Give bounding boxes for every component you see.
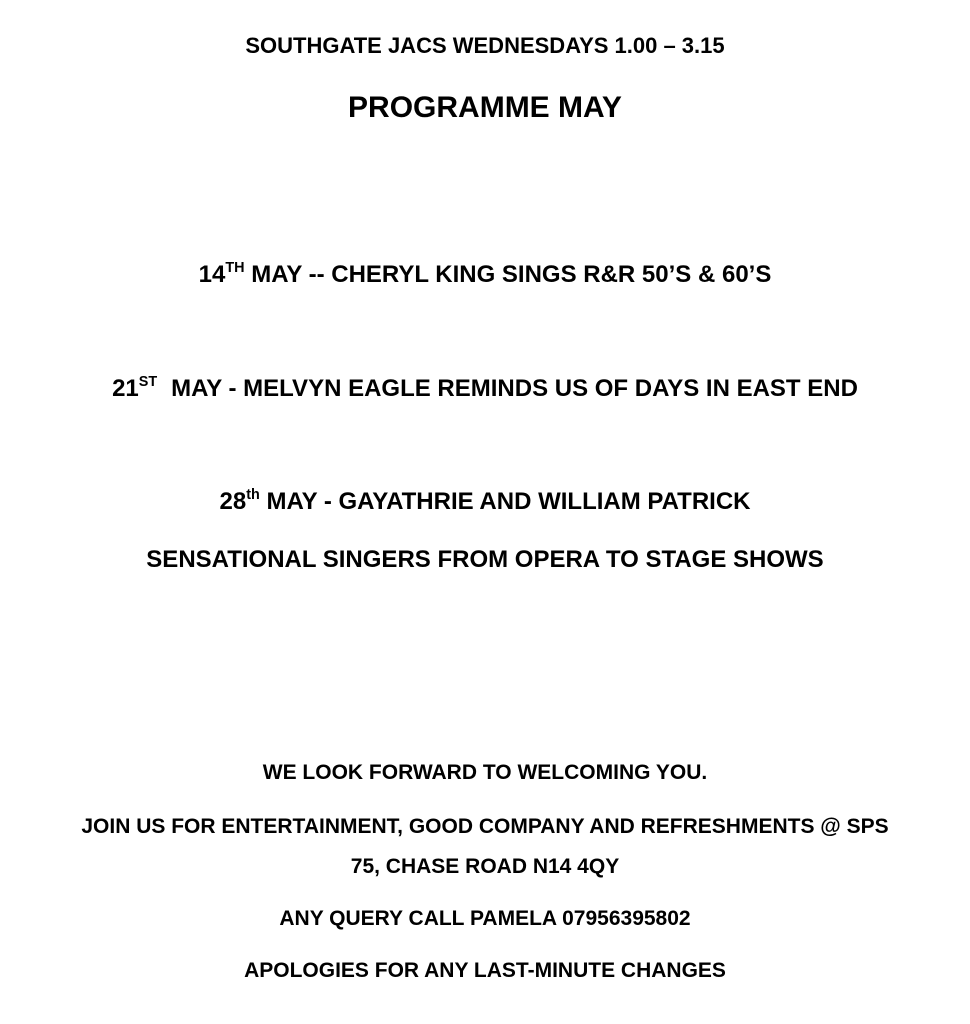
join-line: JOIN US FOR ENTERTAINMENT, GOOD COMPANY AND REFRESHMENTS @ SPS xyxy=(81,815,889,838)
event-day: 28 xyxy=(219,488,247,515)
event-day-suffix: th xyxy=(246,486,260,503)
page-title: PROGRAMME MAY xyxy=(348,91,622,124)
event-14-may xyxy=(0,259,970,288)
event-text: MAY -- CHERYL KING SINGS R&R 50’S & 60’S xyxy=(244,261,772,288)
event-21-may xyxy=(0,373,970,402)
event-text: MAY - GAYATHRIE AND WILLIAM PATRICK xyxy=(259,488,751,515)
event-28-may-subline: SENSATIONAL SINGERS FROM OPERA TO STAGE SHOWS xyxy=(146,546,824,573)
event-28-may xyxy=(0,486,970,515)
event-day-suffix: ST xyxy=(138,373,158,390)
welcome-line: WE LOOK FORWARD TO WELCOMING YOU. xyxy=(262,761,708,784)
apologies-line: APOLOGIES FOR ANY LAST-MINUTE CHANGES xyxy=(244,959,726,982)
event-text: MAY - MELVYN EAGLE REMINDS US OF DAYS IN EAST END xyxy=(171,375,858,402)
event-day-suffix: TH xyxy=(225,259,245,276)
event-day: 21 xyxy=(112,375,139,402)
header-line: SOUTHGATE JACS WEDNESDAYS 1.00 – 3.15 xyxy=(245,33,725,58)
event-day: 14 xyxy=(198,261,226,288)
address-line: 75, CHASE ROAD N14 4QY xyxy=(350,855,620,878)
query-line: ANY QUERY CALL PAMELA 07956395802 xyxy=(279,907,691,930)
